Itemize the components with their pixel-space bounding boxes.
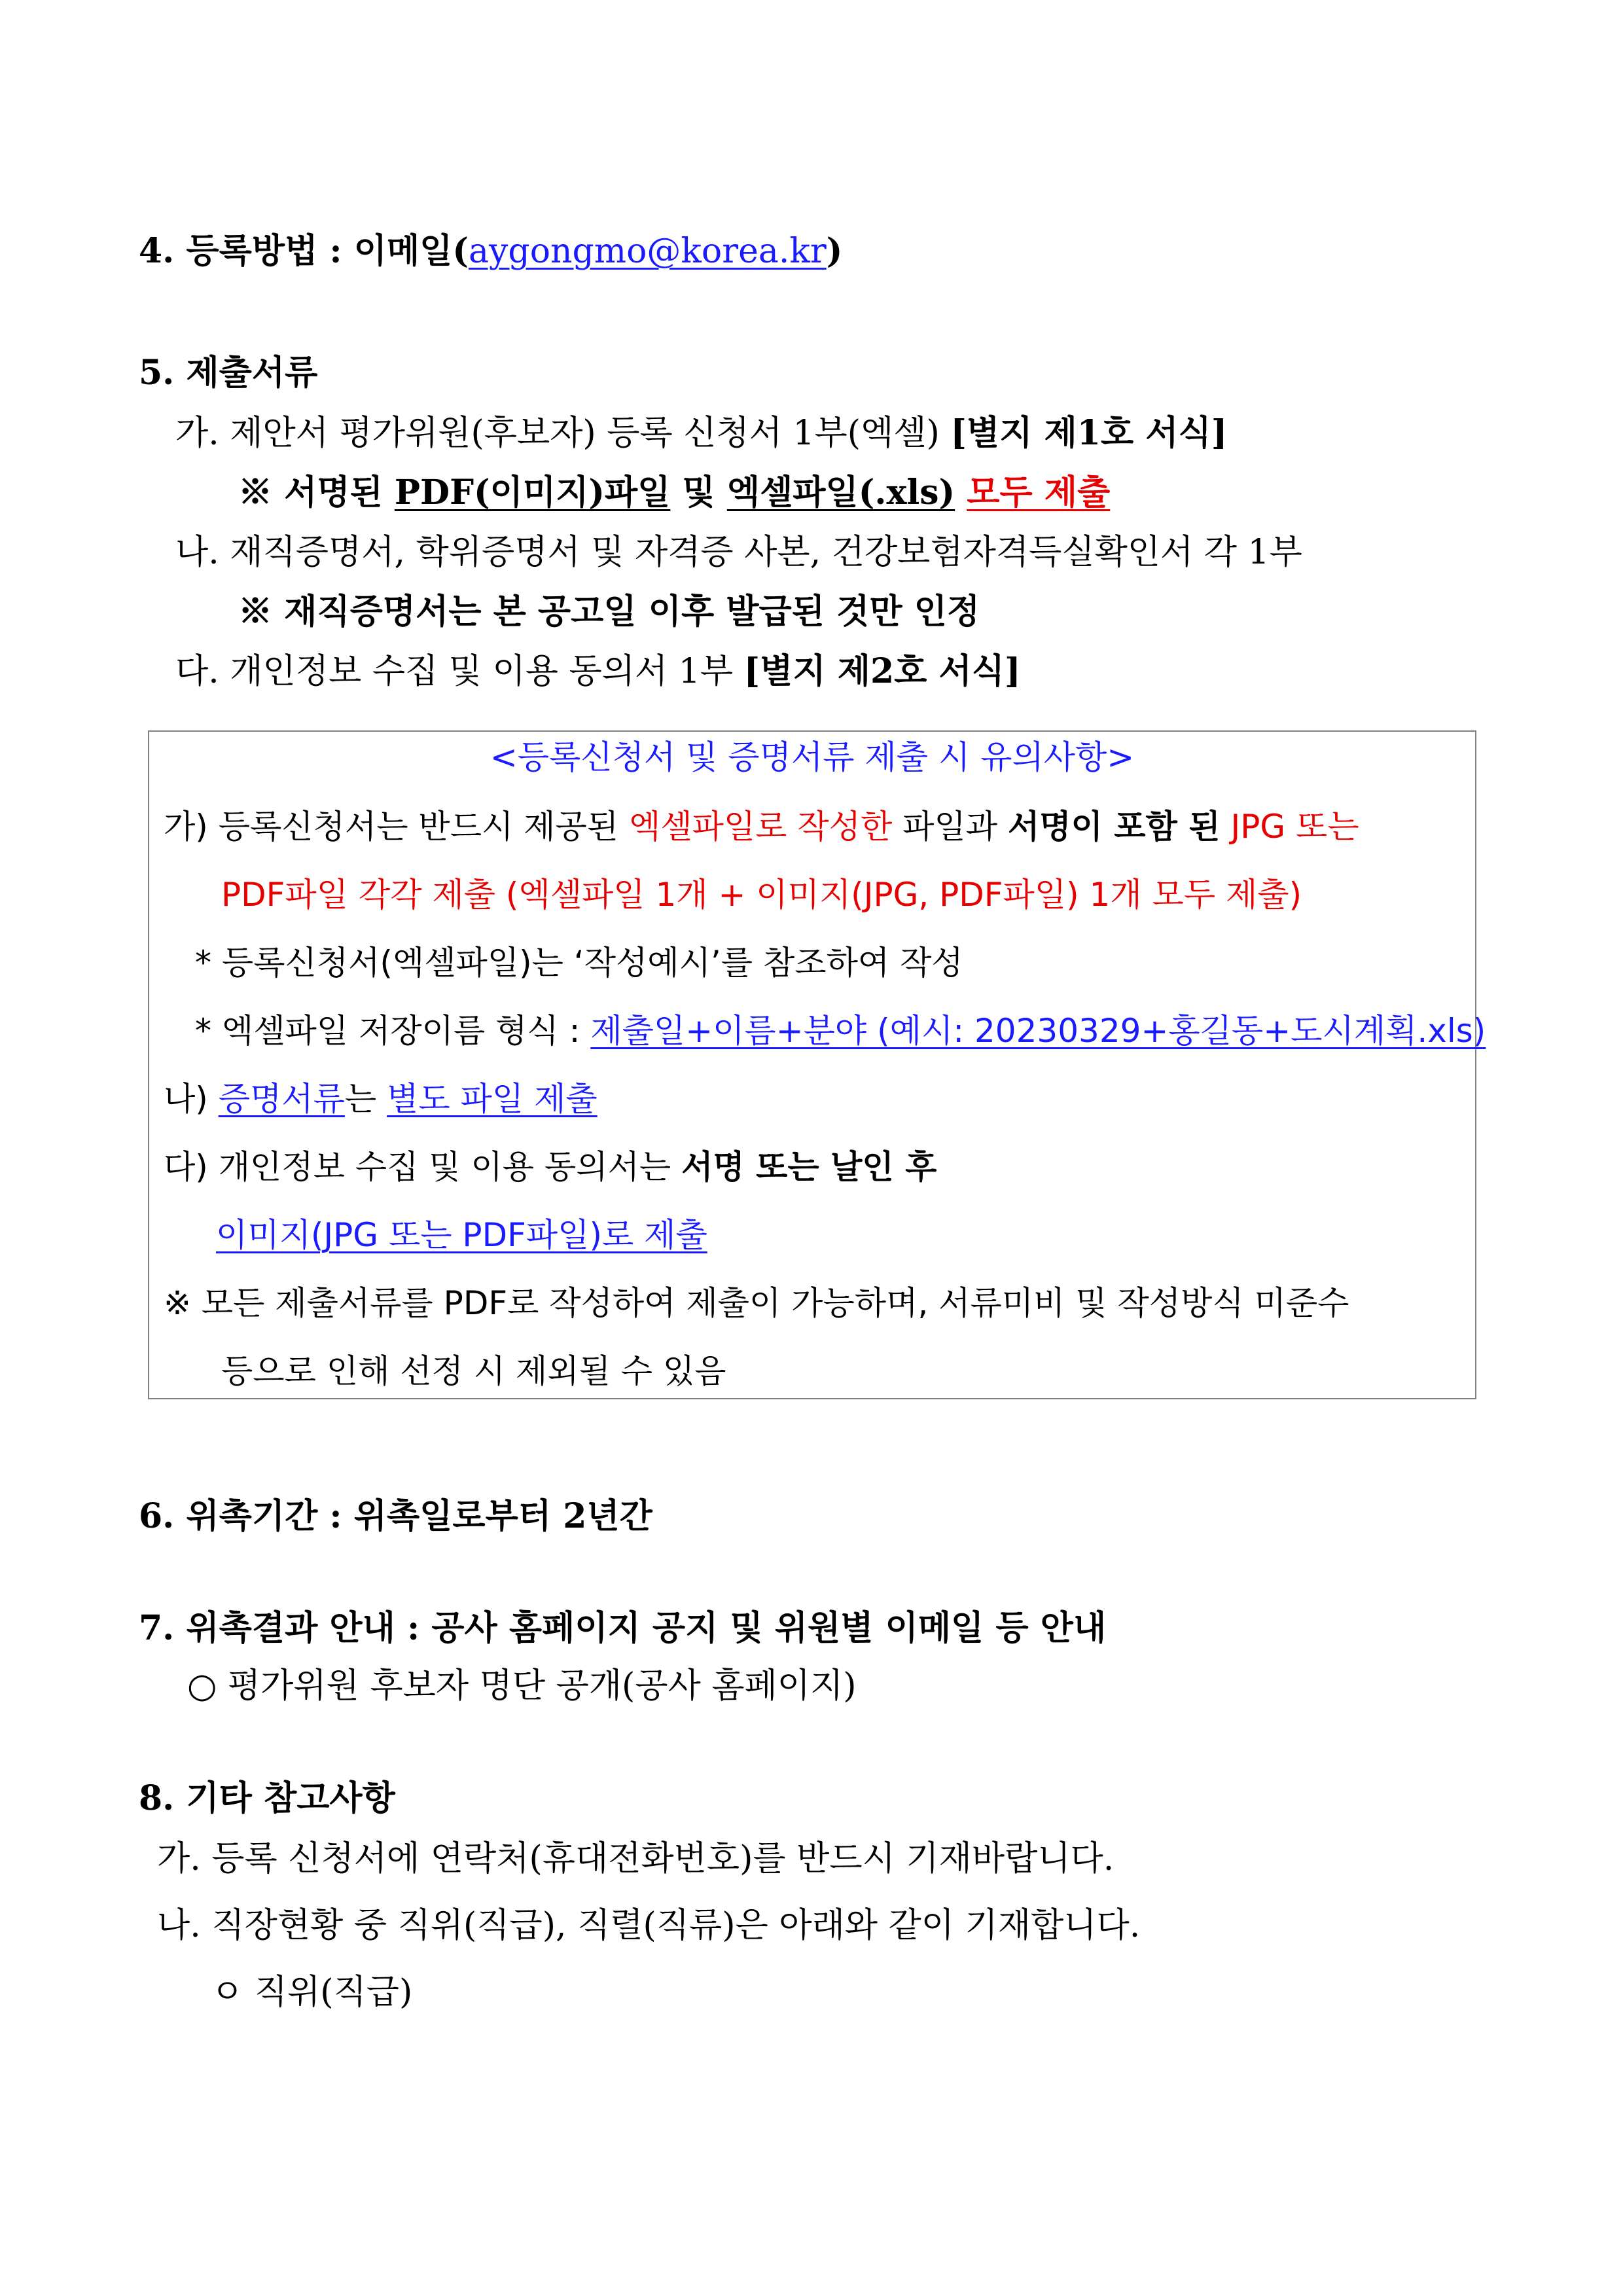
notice-a-jpg: JPG 또는 <box>1230 808 1359 846</box>
section-5-heading: 5. 제출서류 <box>139 353 318 393</box>
section-6-heading: 6. 위촉기간 : 위촉일로부터 2년간 <box>139 1496 652 1536</box>
filename-format-label: * 엑셀파일 저장이름 형식 : <box>195 1012 591 1050</box>
notice-title: <등록신청서 및 증명서류 제출 시 유의사항> <box>490 738 1135 776</box>
section-8-item: ㅇ 직위(직급) <box>211 1973 413 2012</box>
notice-b-docs: 증명서류 <box>218 1080 345 1118</box>
notice-item-a <box>164 804 1359 850</box>
item-5-da-text: 다. 개인정보 수집 및 이용 동의서 1부 <box>175 652 744 691</box>
note-all: 모두 제출 <box>967 473 1111 512</box>
notice-a-text2: 파일과 <box>892 808 1008 846</box>
section-8-heading: 8. 기타 참고사항 <box>139 1778 395 1818</box>
notice-item-a-cont: PDF파일 각각 제출 (엑셀파일 1개 + 이미지(JPG, PDF파일) 1개 모두 제출) <box>221 876 1302 914</box>
item-5-da-form: [별지 제2호 서식] <box>743 651 1021 691</box>
item-5-na-note: ※ 재직증명서는 본 공고일 이후 발급된 것만 인정 <box>238 592 980 632</box>
note-and: 및 <box>670 473 727 512</box>
notice-item-a-star1: * 등록신청서(엑셀파일)는 ‘작성예시’를 참조하여 작성 <box>195 944 963 982</box>
notice-b-prefix: 나) <box>164 1080 219 1118</box>
section-7-heading: 7. 위촉결과 안내 : 공사 홈페이지 공지 및 위원별 이메일 등 안내 <box>139 1608 1107 1648</box>
notice-item-d-cont: 등으로 인해 선정 시 제외될 수 있음 <box>221 1352 726 1390</box>
note-excel: 엑셀파일(.xls) <box>726 473 955 512</box>
item-5-ga-form: [별지 제1호 서식] <box>950 413 1228 453</box>
section-4-heading <box>139 228 842 274</box>
section-4-label: 4. 등록방법 : 이메일( <box>139 231 469 271</box>
notice-a-excel: 엑셀파일로 작성한 <box>628 808 893 846</box>
notice-a-signature: 서명이 포함 된 <box>1007 808 1221 846</box>
section-7-item: ○ 평가위원 후보자 명단 공개(공사 홈페이지) <box>187 1666 857 1706</box>
note-mark: ※ 서명된 <box>238 473 395 512</box>
filename-format-value: 제출일+이름+분야 (예시: 20230329+홍길동+도시계획.xls) <box>590 1012 1486 1050</box>
notice-item-c <box>164 1144 936 1190</box>
notice-b-particle: 는 <box>344 1080 387 1118</box>
item-5-ga-text: 가. 제안서 평가위원(후보자) 등록 신청서 1부(엑셀) <box>175 414 951 453</box>
item-5-na: 나. 재직증명서, 학위증명서 및 자격증 사본, 건강보험자격득실확인서 각 1부 <box>175 533 1302 572</box>
notice-item-d: ※ 모든 제출서류를 PDF로 작성하여 제출이 가능하며, 서류미비 및 작성방식 미준수 <box>164 1284 1349 1322</box>
notice-item-c-cont: 이미지(JPG 또는 PDF파일)로 제출 <box>216 1216 707 1254</box>
notice-a-space <box>1221 808 1231 846</box>
item-5-ga <box>175 410 1227 456</box>
section-4-close: ) <box>826 231 843 271</box>
item-5-da <box>175 649 1021 694</box>
item-5-ga-note <box>238 470 1110 516</box>
notice-a-text1: 가) 등록신청서는 반드시 제공된 <box>164 808 629 846</box>
notice-c-sign: 서명 또는 날인 후 <box>681 1148 937 1186</box>
note-pdf: PDF(이미지)파일 <box>394 473 671 512</box>
notice-item-b <box>164 1076 597 1122</box>
notice-b-separate: 별도 파일 제출 <box>387 1080 597 1118</box>
section-8-ga: 가. 등록 신청서에 연락처(휴대전화번호)를 반드시 기재바랍니다. <box>157 1839 1115 1878</box>
section-8-na: 나. 직장현황 중 직위(직급), 직렬(직류)은 아래와 같이 기재합니다. <box>157 1906 1141 1945</box>
note-space <box>955 473 967 512</box>
notice-item-a-star2 <box>195 1008 1486 1054</box>
email-link[interactable]: aygongmo@korea.kr <box>469 232 827 271</box>
notice-c-text: 다) 개인정보 수집 및 이용 동의서는 <box>164 1148 682 1186</box>
notice-box <box>148 730 1486 1399</box>
